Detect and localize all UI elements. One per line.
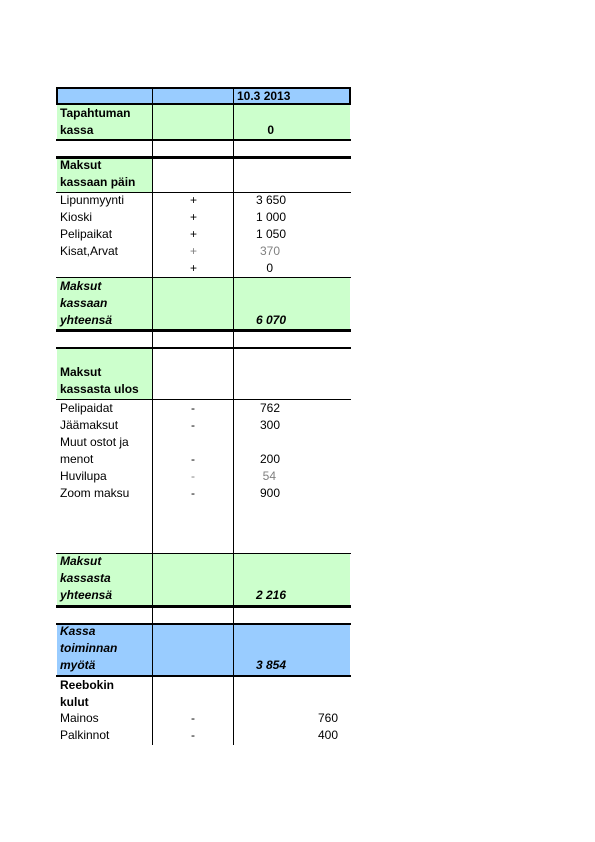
header-row-fill	[57, 88, 350, 104]
payment-out-label: Zoom maksu	[60, 486, 130, 500]
payment-out-sign: -	[191, 452, 195, 466]
column-rule	[349, 87, 351, 105]
payments-out-total-value: 2 216	[255, 588, 286, 602]
rule	[56, 87, 351, 89]
reebok-cost-sign: -	[191, 728, 195, 742]
payment-out-label: Pelipaidat	[60, 401, 113, 415]
reebok-title: Reebokin	[60, 678, 115, 692]
column-rule	[56, 87, 58, 105]
payment-in-value: 1 050	[255, 227, 286, 241]
reebok-cost-label: Palkinnot	[60, 728, 110, 742]
payment-out-label: Muut ostot ja	[60, 435, 129, 449]
payment-out-sign: -	[191, 401, 195, 415]
reebok-title: kulut	[60, 695, 89, 709]
payment-in-label: Kioski	[60, 210, 93, 224]
reebok-cost-value: 400	[317, 728, 338, 742]
cash-after-label: myötä	[60, 658, 96, 672]
reebok-cost-value: 760	[317, 711, 338, 725]
payment-in-sign: +	[190, 227, 198, 241]
payment-out-value: 900	[259, 486, 280, 500]
payments-out-total-label: Maksut	[60, 554, 102, 568]
payments-out-title: kassasta ulos	[60, 382, 139, 396]
payments-out-title: Maksut	[60, 365, 102, 379]
payment-in-label: Pelipaikat	[60, 227, 113, 241]
cash-after-label: toiminnan	[60, 641, 118, 655]
payment-in-value: 1 000	[255, 210, 286, 224]
payments-in-total-label: Maksut	[60, 279, 102, 293]
payment-out-sign: -	[191, 486, 195, 500]
payment-out-label: Huvilupa	[60, 469, 107, 483]
payment-out-value: 300	[259, 418, 280, 432]
event-cash-value: 0	[267, 123, 274, 137]
payments-in-total-value: 6 070	[255, 313, 286, 327]
event-cash-label: Tapahtuman	[60, 106, 131, 120]
payment-in-sign: +	[190, 193, 198, 207]
payment-out-sign: -	[191, 469, 195, 483]
payment-in-sign: +	[190, 244, 198, 258]
payment-in-value: 3 650	[255, 193, 286, 207]
rule	[56, 139, 351, 141]
payments-in-total-label: yhteensä	[60, 313, 113, 327]
rule	[56, 605, 351, 608]
payment-in-value: 370	[259, 244, 280, 258]
column-rule	[152, 87, 153, 745]
payment-out-label: menot	[60, 452, 94, 466]
payments-out-total-label: kassasta	[60, 571, 111, 585]
payments-out-total-label: yhteensä	[60, 588, 113, 602]
payment-out-value: 54	[262, 469, 276, 483]
payment-out-value: 200	[259, 452, 280, 466]
rule	[56, 347, 351, 349]
rule	[56, 623, 351, 625]
payment-out-sign: -	[191, 418, 195, 432]
payments-in-total-label: kassaan	[60, 296, 108, 310]
payment-in-label: Kisat,Arvat	[60, 244, 119, 258]
payment-in-sign: +	[190, 261, 198, 275]
payment-in-sign: +	[190, 210, 198, 224]
payment-out-label: Jäämaksut	[60, 418, 119, 432]
payment-out-value: 762	[259, 401, 280, 415]
payments-in-title: kassaan päin	[60, 175, 136, 189]
cash-after-label: Kassa	[60, 624, 96, 638]
reebok-cost-label: Mainos	[60, 711, 99, 725]
report-date: 10.3 2013	[237, 89, 291, 103]
payment-in-value: 0	[266, 261, 273, 275]
cash-after-value: 3 854	[255, 658, 286, 672]
payment-in-label: Lipunmyynti	[60, 193, 125, 207]
event-cash-label: kassa	[60, 123, 94, 137]
payments-in-title: Maksut	[60, 158, 102, 172]
reebok-cost-sign: -	[191, 711, 195, 725]
rule	[56, 329, 351, 332]
